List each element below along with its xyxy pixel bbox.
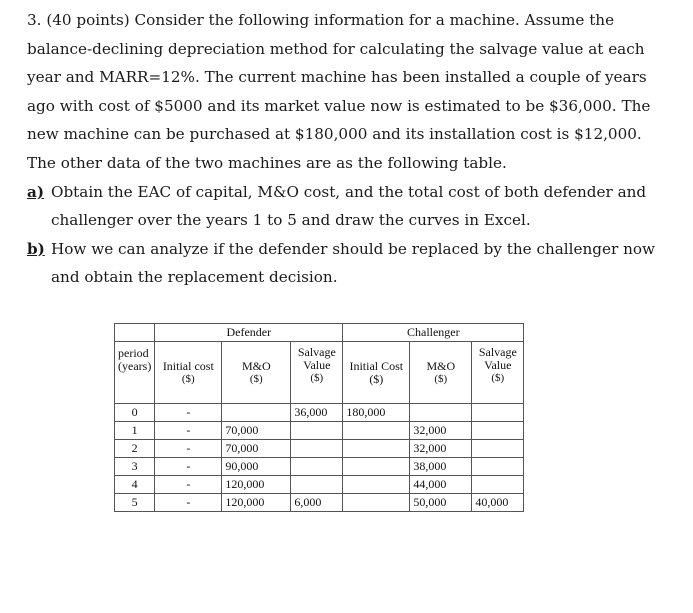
challenger-initial-cost-cell — [343, 476, 410, 494]
defender-initial-cost-cell: - — [155, 458, 222, 476]
table-row — [115, 440, 524, 458]
part-b — [27, 235, 657, 292]
period-header-label: period — [118, 346, 149, 360]
defender-salvage-cell: 36,000 — [291, 404, 343, 422]
defender-salvage-cell — [291, 458, 343, 476]
challenger-salvage-cell — [472, 404, 524, 422]
defender-mo-cell: 90,000 — [222, 458, 291, 476]
challenger-mo-cell: 32,000 — [410, 422, 472, 440]
challenger-salvage-cell — [472, 422, 524, 440]
part-b-label: b) — [27, 239, 45, 258]
defender-mo-unit: ($) — [249, 372, 263, 385]
defender-mo-cell — [222, 404, 291, 422]
challenger-mo-cell — [410, 404, 472, 422]
challenger-salvage-header — [472, 342, 524, 404]
challenger-mo-unit: ($) — [434, 372, 448, 385]
table-row — [115, 476, 524, 494]
empty-corner-cell — [115, 324, 155, 342]
question-intro: 3. (40 points) Consider the following information for a machine. Assume the balance-declining depreciation method for calculating the salvage value at each year and MARR=12%. The current machine has been installed a couple of years ago with cost of $5000 and its market value now is estimated to be $36,000. The new machine can be purchased at $180,000 and its installation cost is $12,000. The other data of the two machines are as the following table. — [27, 11, 651, 172]
defender-salvage-cell — [291, 422, 343, 440]
challenger-initial-cost-cell — [343, 440, 410, 458]
defender-initial-cost-header — [155, 342, 222, 404]
part-a — [27, 178, 657, 235]
challenger-group-header: Challenger — [343, 324, 524, 342]
challenger-salvage-unit: ($) — [491, 372, 505, 384]
challenger-initial-cost-cell — [343, 422, 410, 440]
defender-salvage-header — [291, 342, 343, 404]
period-header-unit: (years) — [118, 359, 152, 373]
defender-initial-cost-cell: - — [155, 404, 222, 422]
defender-initial-cost-label: Initial cost — [162, 358, 214, 373]
defender-initial-cost-cell: - — [155, 422, 222, 440]
part-a-label: a) — [27, 182, 45, 201]
challenger-salvage-cell — [472, 440, 524, 458]
period-cell: 5 — [115, 494, 155, 512]
machine-data-table — [114, 323, 524, 512]
defender-salvage-cell — [291, 440, 343, 458]
table-row — [115, 494, 524, 512]
defender-mo-cell: 70,000 — [222, 422, 291, 440]
challenger-mo-label: M&O — [426, 358, 456, 373]
defender-group-header: Defender — [155, 324, 343, 342]
defender-mo-cell: 120,000 — [222, 494, 291, 512]
defender-initial-cost-cell: - — [155, 494, 222, 512]
challenger-initial-cost-cell — [343, 494, 410, 512]
challenger-initial-cost-cell: 180,000 — [343, 404, 410, 422]
defender-salvage-cell: 6,000 — [291, 494, 343, 512]
defender-initial-cost-cell: - — [155, 440, 222, 458]
period-cell: 0 — [115, 404, 155, 422]
table-row — [115, 458, 524, 476]
period-cell: 1 — [115, 422, 155, 440]
challenger-mo-cell: 44,000 — [410, 476, 472, 494]
defender-mo-header — [222, 342, 291, 404]
challenger-initial-cost-header: Initial Cost ($) — [343, 342, 410, 404]
defender-initial-cost-unit: ($) — [181, 372, 195, 385]
part-a-text: Obtain the EAC of capital, M&O cost, and the total cost of both defender and challenger over the years 1 to 5 and draw the curves in Excel. — [51, 182, 647, 230]
challenger-mo-cell: 32,000 — [410, 440, 472, 458]
challenger-salvage-cell — [472, 476, 524, 494]
period-cell: 2 — [115, 440, 155, 458]
challenger-mo-cell: 38,000 — [410, 458, 472, 476]
challenger-salvage-label: Salvage Value — [478, 345, 517, 372]
part-b-text: How we can analyze if the defender should be replaced by the challenger now and obtain the replacement decision. — [51, 239, 655, 287]
defender-mo-cell: 120,000 — [222, 476, 291, 494]
challenger-salvage-cell: 40,000 — [472, 494, 524, 512]
question-block — [27, 6, 657, 292]
challenger-initial-cost-cell — [343, 458, 410, 476]
defender-salvage-label: Salvage Value — [297, 345, 336, 372]
table-row — [115, 422, 524, 440]
defender-mo-label: M&O — [241, 358, 271, 373]
defender-salvage-unit: ($) — [310, 372, 324, 384]
table-row — [115, 404, 524, 422]
challenger-mo-cell: 50,000 — [410, 494, 472, 512]
defender-salvage-cell — [291, 476, 343, 494]
period-cell: 3 — [115, 458, 155, 476]
defender-initial-cost-cell: - — [155, 476, 222, 494]
challenger-salvage-cell — [472, 458, 524, 476]
period-cell: 4 — [115, 476, 155, 494]
period-header — [115, 342, 155, 404]
challenger-mo-header — [410, 342, 472, 404]
defender-mo-cell: 70,000 — [222, 440, 291, 458]
